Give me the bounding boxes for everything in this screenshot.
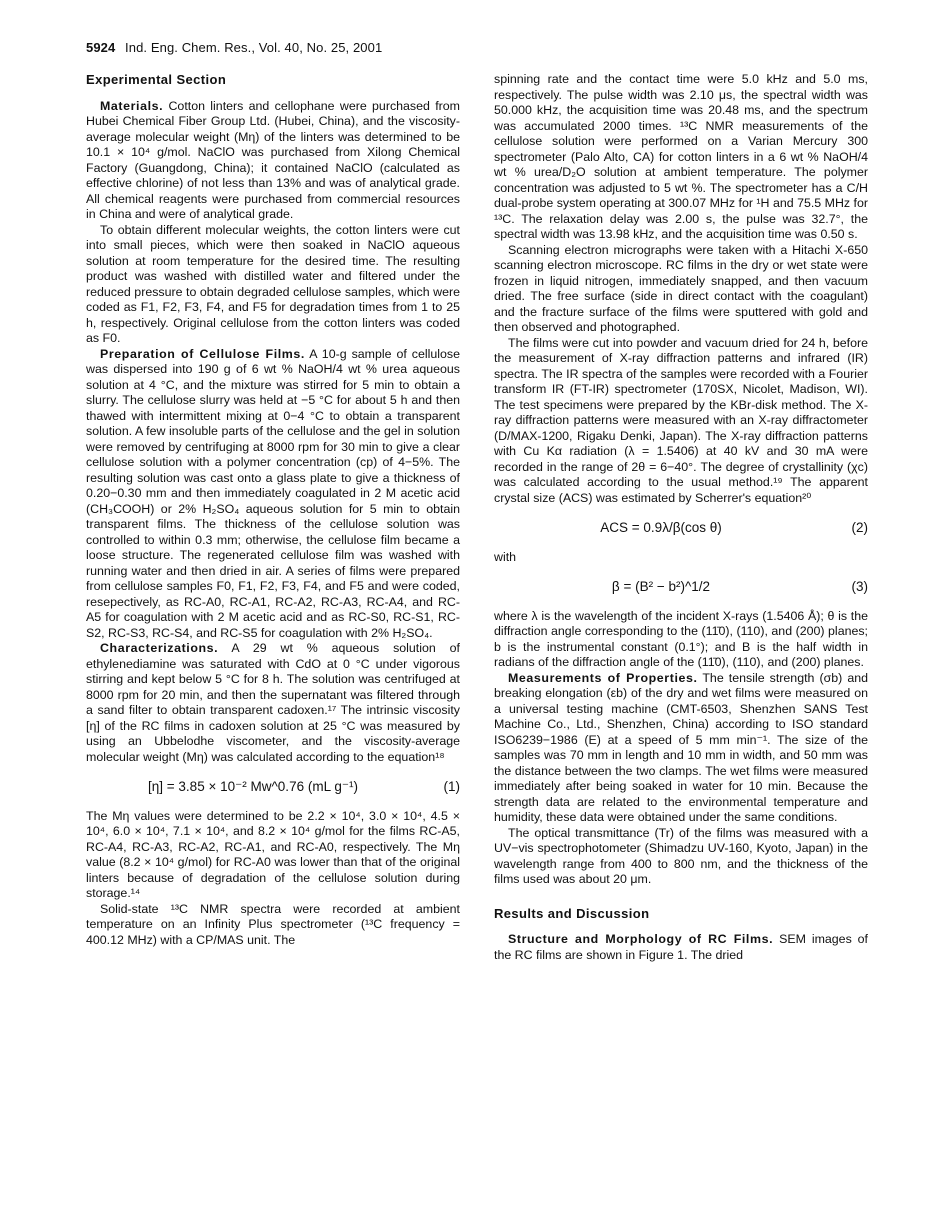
running-header	[86, 40, 382, 55]
preparation-text: A 10-g sample of cellulose was dispersed into 190 g of 6 wt % NaOH/4 wt % urea aqueous solution at 4 °C, and the mixture was stirred for 5 min to obtain a slurry. The cellulose slurry was held at −5 °C for about 5 h and then thawed with intermittent mixing at 0−4 °C to obtain a transparent solution. A few insoluble parts of the cellulose and the gel in solution were removed by centrifuging at 8000 rpm for 30 min to give a clear cellulose solution with a polymer concentration (cp) of 4−5%. The resulting solution was cast onto a glass plate to give a thickness of 0.20−0.30 mm and then immediately coagulated in 2 M acetic acid (CH₃COOH) or 2% H₂SO₄ aqueous solution for 5 min to obtain transparent films. The thickness of the cellulose solution was controlled to within 0.3 mm; otherwise, the cellulose film became a loose structure. The regenerated cellulose film was washed with running water and then dried in air. A series of films were prepared from cellulose samples F0, F1, F2, F3, F4, and F5 and were coded, resepectively, as RC-A0, RC-A1, RC-A2, RC-A3, RC-A4, and RC-A5 for coagulation with 2 M acetic acid and as RC-S0, RC-S1, RC-S2, RC-S3, RC-S4, and RC-S5 for coagulation with 2% H₂SO₄.	[86, 346, 460, 640]
paragraph-molecular-weights: The Mη values were determined to be 2.2 × 10⁴, 3.0 × 10⁴, 4.5 × 10⁴, 6.0 × 10⁴, 7.1 × 10⁴, and 8.2 × 10⁴ g/mol for the films RC-A5, RC-A4, RC-A3, RC-A2, RC-A1, and RC-A0, respectively. The Mη value (8.2 × 10⁴ g/mol) for RC-A0 was lower than that of the original linters because of degradation of the cellulose solution during storage.¹⁴	[86, 808, 460, 900]
equation-2	[494, 520, 868, 536]
section-title-results: Results and Discussion	[494, 905, 650, 921]
runin-characterizations: Characterizations.	[100, 641, 219, 655]
paragraph-materials	[86, 99, 460, 223]
equation-3	[494, 579, 868, 595]
right-column	[494, 72, 868, 963]
paragraph-optical: The optical transmittance (Tr) of the films was measured with a UV−vis spectrophotometer (Shimadzu UV-160, Kyoto, Japan) in the wavelength range from 400 to 800 nm, and the thickness of the films used was about 20 μm.	[494, 825, 868, 886]
paragraph-xray: The films were cut into powder and vacuum dried for 24 h, before the measurement of X-ray diffraction patterns and infrared (IR) spectra. The IR spectra of the samples were recorded with a Fourier transform IR (FT-IR) spectrometer (170SX, Nicolet, Madison, WI). The test specimens were prepared by the KBr-disk method. The X-ray diffraction patterns were measured with an X-ray diffractometer (D/MAX-1200, Rigaku Denki, Japan). The X-ray diffraction patterns with Cu Kα radiation (λ = 1.5406) at 40 kV and 30 mA were recorded in the range of 2θ = 6−40°. The degree of crystallinity (χc) was calculated according to the usual method.¹⁹ The apparent crystal size (ACS) was estimated by Scherrer's equation²⁰	[494, 335, 868, 505]
equation-1-number: (1)	[443, 779, 460, 794]
paragraph-preparation	[86, 347, 460, 642]
paragraph-measurements	[494, 671, 868, 826]
equation-2-expression: ACS = 0.9λ/β(cos θ)	[600, 520, 722, 535]
runin-measurements: Measurements of Properties.	[508, 670, 698, 685]
paragraph-structure	[494, 932, 868, 963]
left-column	[86, 72, 460, 948]
equation-1	[86, 779, 460, 795]
paragraph-characterizations	[86, 641, 460, 765]
paragraph-sem: Scanning electron micrographs were taken with a Hitachi X-650 scanning electron microscope. RC films in the dry or wet state were frozen in liquid nitrogen, immediately snapped, and then vacuum dried. The free surface (side in direct contact with the coagulant) and the fracture surface of the films were sputtered with gold and then observed and photographed.	[494, 242, 868, 334]
equation-3-expression: β = (B² − b²)^1/2	[611, 579, 711, 594]
runin-materials: Materials.	[100, 98, 164, 113]
paragraph-nmr: Solid-state ¹³C NMR spectra were recorded at ambient temperature on an Infinity Plus spectrometer (¹³C frequency = 400.12 MHz) with a CP/MAS unit. The	[86, 901, 460, 947]
equation-3-number: (3)	[851, 579, 868, 594]
section-title-experimental: Experimental Section	[86, 72, 227, 87]
with-text: with	[494, 549, 517, 564]
equation-1-expression: [η] = 3.85 × 10⁻² Mw^0.76 (mL g⁻¹)	[148, 779, 358, 794]
runin-preparation: Preparation of Cellulose Films.	[100, 346, 305, 361]
measurements-text: The tensile strength (σb) and breaking elongation (εb) of the dry and wet films were measured on a universal testing machine (CMT-6503, Shenzhen SANS Test Machine Co., Ltd., Shenzhen, China) according to ISO standard ISO6239−1986 (E) at a speed of 5 mm min⁻¹. The size of the samples was 70 mm in length and 10 mm in width, and 50 mm was the distance between the two clamps. The wet films were measured immediately after being soaked in water for 10 min. Because the strength data are related to the environmental temperature and humidity, these data were obtained under the same conditions.	[494, 670, 868, 824]
equation-2-number: (2)	[851, 520, 868, 535]
paragraph-nmr-continued: spinning rate and the contact time were 5.0 kHz and 5.0 ms, respectively. The pulse width was 2.10 μs, the spectral width was 50.000 kHz, the acquisition time was 20.48 ms, and the spectrum was accumulated 2000 times. ¹³C NMR measurements of the cellulose solution were performed on a Varian Mercury 300 spectrometer (Palo Alto, CA) for cotton linters in a 6 wt % NaOH/4 wt % urea/D₂O solution at ambient temperature. The polymer concentration was adjusted to 5 wt %. The spectrometer has a C/H dual-probe system operating at 300.07 MHz for ¹H and 75.5 MHz for ¹³C. The relaxation delay was 2.00 s, the pulse was 32.7°, the spectral width was 13.98 kHz, and the acquisition time was 0.50 s.	[494, 72, 868, 241]
structure-text: SEM images of the RC films are shown in Figure 1. The dried	[494, 932, 869, 962]
paragraph-where: where λ is the wavelength of the incident X-rays (1.5406 Å); θ is the diffraction angle corresponding to the (11̄0), (110), and (200) planes; b is the instrumental constant (0.1°); and B is the half width in radians of the diffraction angle of the (11̄0), (110), and (200) planes.	[494, 608, 868, 669]
runin-structure: Structure and Morphology of RC Films.	[508, 932, 774, 946]
paragraph-degradation: To obtain different molecular weights, the cotton linters were cut into small pieces, which were then soaked in NaClO aqueous solution at room temperature for the desired time. The resulting product was washed with distilled water and filtered under the reduced pressure to obtain degraded cellulose samples, which were coded as F1, F2, F3, F4, and F5 for degradation times from 1 to 25 h, respectively. Original cellulose from the cotton linters was coded as F0.	[86, 222, 460, 345]
materials-text: Cotton linters and cellophane were purchased from Hubei Chemical Fiber Group Ltd. (Hubei, China), and the viscosity-average molecular weight (Mη) of the linters was determined to be 10.1 × 10⁴ g/mol. NaClO was purchased from Xilong Chemical Factory (Guangdong, China); it contained NaClO (calculated as effective chlorine) of not less than 13% and was of analytical grade. All chemical reagents were purchased from commercial resources in China and were of analytical grade.	[86, 98, 460, 221]
journal-citation: Ind. Eng. Chem. Res., Vol. 40, No. 25, 2001	[125, 40, 383, 55]
page-number: 5924	[86, 40, 116, 55]
characterizations-text: A 29 wt % aqueous solution of ethylenediamine was saturated with CdO at 0 °C under vigorous stirring and kept below 5 °C for 8 h. The solution was centrifuged at 8000 rpm for 20 min, and then the supernatant was filtered through a sand filter to obtain transparent cadoxen.¹⁷ The intrinsic viscosity [η] of the RC films in cadoxen solution at 25 °C was measured by using an Ubbelodhe viscometer, and the viscosity-average molecular weight (Mη) was calculated according to the equation¹⁸	[86, 641, 460, 764]
